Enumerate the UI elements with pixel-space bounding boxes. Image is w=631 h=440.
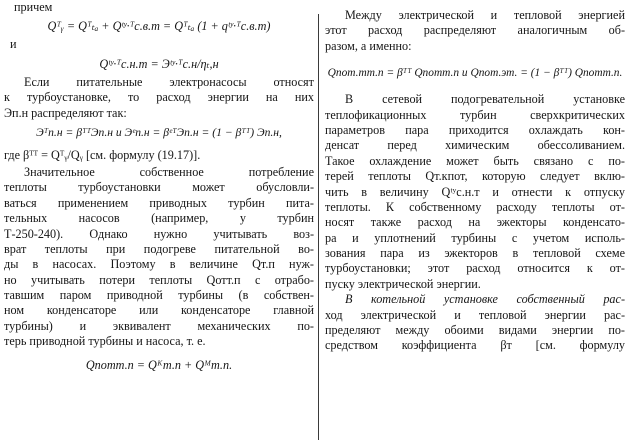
equation-heat-consumption: Qᵀᵧ = Qᵀₜₐ + Qᵗʸ·ᵀс.в.т = Qᵀₜₐ (1 + qᵗʸ·ᵀс.в.т) — [47, 19, 271, 34]
text-line: этот расход распределяют аналогичным об- — [325, 23, 625, 38]
text-line: врат теплоты при подогреве питательной во- — [4, 241, 314, 256]
paragraph-electropumps — [4, 75, 314, 121]
intro-word: причем — [14, 0, 53, 14]
text-line: Значительное собственное потребление — [24, 164, 314, 179]
equation-beta-definition: где βᵀᵀ = Qᵀᵧ/Qᵧ [см. формулу (19.17)]. — [4, 147, 201, 162]
text-line: Эп.н распределяют так: — [4, 105, 127, 120]
text-line: зования пара из эжекторов в тепловой схеме — [325, 246, 625, 261]
paragraph-distribution — [325, 8, 625, 54]
text-line: пуску электрической энергии. — [325, 276, 481, 291]
paragraph-drive-turbines — [4, 165, 314, 350]
text-line: В сетевой подогревательной установке — [345, 92, 625, 107]
equation-loss-distribution: Qпот.тт.п = βᵀᵀ Qпотт.п и Qпот.эт. = (1 − βᵀᵀ) Qпотт.п. — [327, 67, 623, 80]
text-line: к турбоустановке, то расход энергии на них — [4, 90, 314, 105]
text-line: турбины) и эквивалент механических по- — [4, 318, 314, 333]
text-line: чить в величину Qᵗʸс.н.т и отнести к отпуску — [325, 184, 625, 199]
text-line: теплоты турбоустановки может обусловли- — [4, 180, 314, 195]
left-column — [4, 0, 314, 380]
text-line: В котельной установке собственный рас- — [345, 292, 625, 307]
text-line: Между электрической и тепловой энергией — [345, 8, 625, 22]
text-line: пределяют между обоими видами энергии по- — [325, 323, 625, 338]
text-line: ваться применением приводных турбин пита- — [4, 195, 314, 210]
text-line: Если питательные электронасосы относят — [24, 74, 314, 89]
text-line: Т-250-240). Однако нужно учитывать воз- — [4, 226, 314, 241]
text-line: средством коэффициента βт [см. формулу — [325, 338, 625, 353]
text-line: Такое охлаждение может быть связано с по- — [325, 153, 625, 168]
paragraph-boiler — [325, 292, 625, 354]
conjunction-and: и — [10, 37, 17, 52]
column-divider — [318, 14, 319, 440]
text-line: но учитывать потери теплоты Qотт.п с отрабо- — [4, 272, 314, 287]
text-line: ды в насосах. Поэтому в величине Qт.п нуж- — [4, 257, 314, 272]
text-line: ход электрической и тепловой энергии рас- — [325, 307, 625, 322]
text-line: разом, а именно: — [325, 38, 412, 53]
equation-losses: Qпотт.п = Qᴷт.п + Qᴹт.п. — [85, 357, 233, 372]
right-column — [325, 0, 625, 354]
text-line: тельных насосов (например, у турбин — [4, 211, 314, 226]
text-line: терей теплоты Qт.кпот, которую следует вклю- — [325, 169, 625, 184]
text-line: ра и уплотнений турбины с учетом исполь- — [325, 230, 625, 245]
text-line: теплофикационных турбин сверхкритических — [325, 107, 625, 122]
text-line: ном конденсаторе или конденсаторе главной — [4, 303, 314, 318]
text-line: носят также расход на эжекторы конденсато- — [325, 215, 625, 230]
text-line: терь приводной турбины и насоса, т. е. — [4, 334, 206, 349]
text-line: теплоты. К собственному расходу теплоты от- — [325, 199, 625, 214]
text-line: денсат перед химическим обессоливанием. — [325, 138, 625, 153]
text-line: параметров пара приходится охлаждать кон- — [325, 122, 625, 137]
text-line: турбоустановки; этот расход относится к от- — [325, 261, 625, 276]
paragraph-supercritical — [325, 92, 625, 292]
equation-pump-energy: Эᵀп.н = βᵀᵀЭп.н и Эᵉп.н = βᵉᵀЭп.н = (1 − βᵀᵀ) Эп.н, — [36, 125, 282, 139]
text-line: тавшим паром приводной турбины (в собствен- — [4, 288, 314, 303]
equation-own-needs: Qᵗʸ·ᵀс.н.т = Эᵗʸ·ᵀс.н/ηₜ,н — [99, 56, 219, 71]
